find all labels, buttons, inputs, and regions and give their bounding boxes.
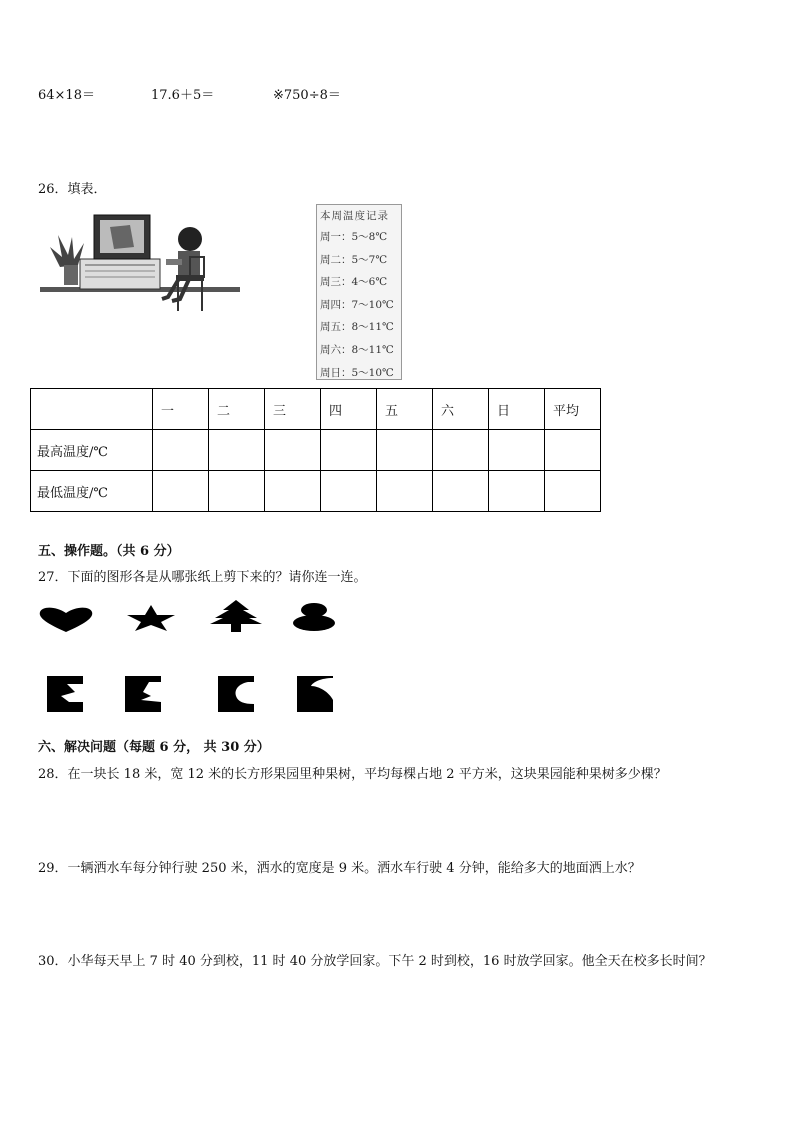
record-row-thu: 周四：7～10℃ bbox=[320, 298, 394, 311]
table-row bbox=[31, 471, 601, 512]
table-header-cell bbox=[31, 389, 153, 430]
cut-paper-3 bbox=[218, 676, 254, 712]
answer-cell[interactable] bbox=[321, 471, 377, 512]
snowman-shape bbox=[292, 602, 336, 632]
heart-shape bbox=[38, 606, 94, 634]
temperature-record-card bbox=[316, 204, 402, 380]
answer-cell[interactable] bbox=[489, 471, 545, 512]
section-5-title: 五、操作题。（共 6 分） bbox=[38, 544, 180, 559]
answer-cell[interactable] bbox=[321, 430, 377, 471]
answer-cell[interactable] bbox=[265, 471, 321, 512]
row-label-low: 最低温度/℃ bbox=[31, 471, 153, 512]
table-header-cell: 二 bbox=[209, 389, 265, 430]
question-29-text: 29．一辆洒水车每分钟行驶 250 米，洒水的宽度是 9 米。洒水车行驶 4 分钟，能给多大的地面洒上水？ bbox=[38, 861, 641, 876]
answer-cell[interactable] bbox=[377, 471, 433, 512]
answer-cell[interactable] bbox=[489, 430, 545, 471]
table-row bbox=[31, 430, 601, 471]
record-row-fri: 周五：8～11℃ bbox=[320, 321, 394, 334]
answer-cell[interactable] bbox=[209, 471, 265, 512]
table-header-cell: 六 bbox=[433, 389, 489, 430]
table-header-cell: 平均 bbox=[545, 389, 601, 430]
question-30-text: 30．小华每天早上 7 时 40 分到校，11 时 40 分放学回家。下午 2 时到校，16 时放学回家。他全天在校多长时间？ bbox=[38, 954, 712, 969]
calc-item-1: 64×18＝ bbox=[38, 88, 95, 103]
record-row-sat: 周六：8～11℃ bbox=[320, 343, 394, 356]
table-header-cell: 一 bbox=[153, 389, 209, 430]
cut-paper-2 bbox=[125, 676, 161, 712]
answer-cell[interactable] bbox=[209, 430, 265, 471]
answer-cell[interactable] bbox=[153, 471, 209, 512]
answer-cell[interactable] bbox=[153, 430, 209, 471]
table-header-cell: 四 bbox=[321, 389, 377, 430]
record-row-tue: 周二：5～7℃ bbox=[320, 253, 388, 266]
answer-cell[interactable] bbox=[433, 471, 489, 512]
table-header-cell: 日 bbox=[489, 389, 545, 430]
star-shape bbox=[126, 604, 176, 632]
record-row-sun: 周日：5～10℃ bbox=[320, 366, 394, 379]
answer-cell[interactable] bbox=[433, 430, 489, 471]
section-6-title: 六、解决问题（每题 6 分， 共 30 分） bbox=[38, 740, 270, 755]
question-26-label: 26．填表． bbox=[38, 182, 107, 197]
cut-paper-4 bbox=[297, 676, 333, 712]
tree-shape bbox=[209, 600, 263, 632]
answer-cell[interactable] bbox=[377, 430, 433, 471]
answer-cell[interactable] bbox=[545, 430, 601, 471]
cut-paper-1 bbox=[47, 676, 83, 712]
answer-cell[interactable] bbox=[265, 430, 321, 471]
question-28-text: 28．在一块长 18 米，宽 12 米的长方形果园里种果树，平均每棵占地 2 平方米，这块果园能种果树多少棵？ bbox=[38, 767, 667, 782]
table-header-cell: 五 bbox=[377, 389, 433, 430]
answer-cell[interactable] bbox=[545, 471, 601, 512]
record-row-wed: 周三：4～6℃ bbox=[320, 276, 388, 289]
question-27-text: 27．下面的图形各是从哪张纸上剪下来的？请你连一连。 bbox=[38, 570, 367, 585]
boy-watching-tv-illustration bbox=[40, 207, 240, 317]
calc-item-2: 17.6＋5＝ bbox=[151, 88, 215, 103]
temperature-table bbox=[30, 388, 601, 512]
table-header-cell: 三 bbox=[265, 389, 321, 430]
table-header-row bbox=[31, 389, 601, 430]
calc-item-3: ※750÷8＝ bbox=[273, 88, 341, 103]
record-card-title: 本周温度记录 bbox=[320, 210, 389, 222]
row-label-high: 最高温度/℃ bbox=[31, 430, 153, 471]
record-row-mon: 周一：5～8℃ bbox=[320, 231, 388, 243]
